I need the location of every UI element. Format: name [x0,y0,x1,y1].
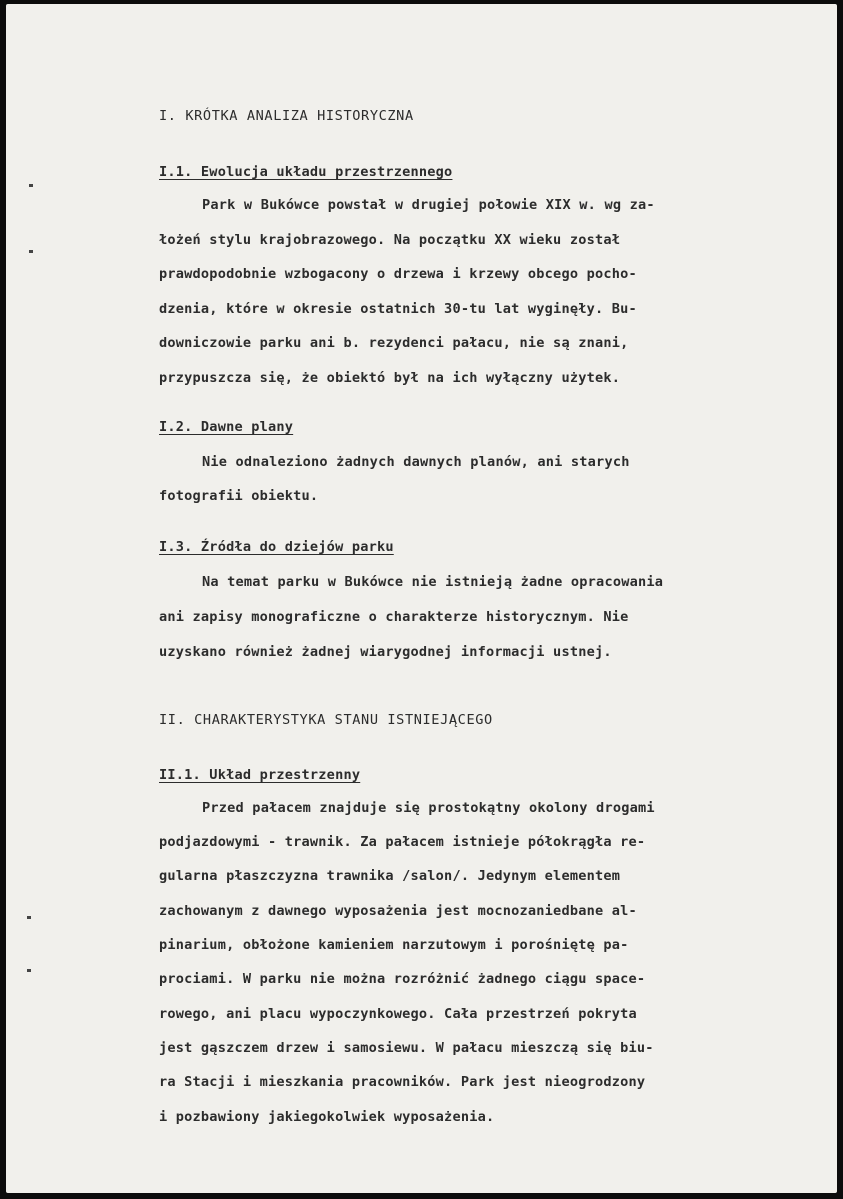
paragraph-line: ra Stacji i mieszkania pracowników. Park jest nieogrodzony [159,1074,646,1090]
paragraph-line: Park w Bukówce powstał w drugiej połowie XIX w. wg za- [202,197,655,213]
paragraph-line: przypuszcza się, że obiektó był na ich wyłączny użytek. [159,370,621,386]
paragraph-line: downiczowie parku ani b. rezydenci pałacu, nie są znani, [159,335,629,351]
subsection-1-3-title: I.3. Źródła do dziejów parku [159,539,394,555]
section-2-heading: II. CHARAKTERYSTYKA STANU ISTNIEJĄCEGO [159,712,493,728]
paragraph-line: gularna płaszczyzna trawnika /salon/. Jedynym elementem [159,868,621,884]
paragraph-line: uzyskano również żadnej wiarygodnej informacji ustnej. [159,644,612,660]
paragraph-line: jest gąszczem drzew i samosiewu. W pałacu mieszczą się biu- [159,1040,654,1056]
paragraph-line: dzenia, które w okresie ostatnich 30-tu lat wyginęły. Bu- [159,301,637,317]
paragraph-line: i pozbawiony jakiegokolwiek wyposażenia. [159,1109,495,1125]
paragraph-line: pinarium, obłożone kamieniem narzutowym i porośniętę pa- [159,937,629,953]
subsection-1-1-title: I.1. Ewolucja układu przestrzennego [159,164,453,180]
subsection-2-1-title: II.1. Układ przestrzenny [159,767,361,783]
paragraph-line: rowego, ani placu wypoczynkowego. Cała przestrzeń pokryta [159,1006,637,1022]
paragraph-line: zachowanym z dawnego wyposażenia jest mocnozaniedbane al- [159,903,637,919]
paragraph-line: Przed pałacem znajduje się prostokątny okolony drogami [202,800,655,816]
subsection-1-2-title: I.2. Dawne plany [159,419,294,435]
section-1-heading: I. KRÓTKA ANALIZA HISTORYCZNA [159,108,414,124]
paragraph-line: Nie odnaleziono żadnych dawnych planów, ani starych [202,454,630,470]
paragraph-line: Na temat parku w Bukówce nie istnieją żadne opracowania [202,574,664,590]
paragraph-line: ani zapisy monograficzne o charakterze historycznym. Nie [159,609,629,625]
paragraph-line: fotografii obiektu. [159,488,319,504]
paragraph-line: łożeń stylu krajobrazowego. Na początku XX wieku został [159,232,621,248]
paragraph-line: prawdopodobnie wzbogacony o drzewa i krzewy obcego pocho- [159,266,637,282]
paragraph-line: prociami. W parku nie można rozróżnić żadnego ciągu space- [159,971,646,987]
paragraph-line: podjazdowymi - trawnik. Za pałacem istnieje półokrągła re- [159,834,646,850]
